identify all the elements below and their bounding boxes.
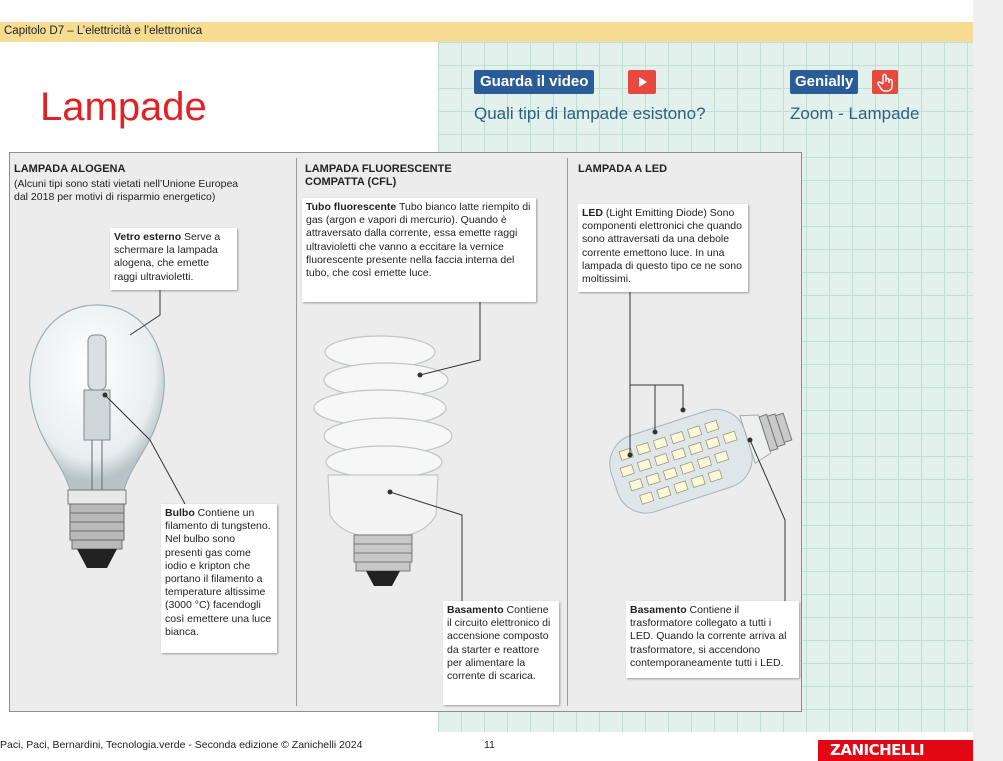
cfl-heading: LAMPADA FLUORESCENTE COMPATTA (CFL) <box>305 163 452 188</box>
chapter-title: Capitolo D7 – L’elettricità e l’elettronica <box>4 25 203 37</box>
callout-bulb <box>161 504 277 653</box>
chapter-header-bar <box>0 22 973 42</box>
page-number: 11 <box>484 739 495 751</box>
cfl-lamp-image <box>308 330 468 590</box>
led-lamp-image <box>600 385 805 525</box>
callout-term: Bulbo <box>165 507 195 519</box>
column-divider <box>567 158 568 706</box>
halogen-lamp-image <box>22 300 172 590</box>
page-margin-strip <box>973 0 1003 761</box>
callout-outer-glass <box>110 228 237 290</box>
video-question-link[interactable]: Quali tipi di lampade esistono? <box>474 104 706 123</box>
callout-led-base <box>626 601 799 678</box>
callout-text: Tubo bianco latte riempito di gas (argon e vapori di mercurio). Quando è attraversato dalla corrente, essa emette raggi ultravioletti che vanno a eccitare la vernice fluorescente presente nella faccia interna del tubo, che così emette luce. <box>306 201 531 280</box>
page-title: Lampade <box>40 85 207 129</box>
callout-term: Vetro esterno <box>114 231 182 243</box>
callout-term: LED <box>582 207 603 219</box>
callout-term: Basamento <box>447 604 504 616</box>
publisher-logo: ZANICHELLI <box>818 740 973 761</box>
callout-text: Contiene il circuito elettronico di accensione composto da starter e reattore per alimentare la corrente di scarica. <box>447 604 551 683</box>
callout-text: Contiene il trasformatore collegato a tutti i LED. Quando la corrente arriva al trasformatore, si accendono contemporaneamente tutti i LED. <box>630 604 787 669</box>
play-icon[interactable] <box>628 70 656 94</box>
callout-text: Serve a schermare la lampada alogena, che emette raggi ultravioletti. <box>114 231 221 283</box>
callout-led <box>578 204 748 292</box>
hand-pointer-icon[interactable] <box>872 70 898 94</box>
callout-fluorescent-tube <box>302 198 536 302</box>
genially-link[interactable]: Zoom - Lampade <box>790 104 920 123</box>
footer-credits: Paci, Paci, Bernardini, Tecnologia.verde - Seconda edizione © Zanichelli 2024 <box>0 739 363 751</box>
genially-button[interactable]: Genially <box>790 70 858 94</box>
column-divider <box>296 158 297 706</box>
led-heading: LAMPADA A LED <box>578 163 668 175</box>
callout-text: (Light Emitting Diode) Sono componenti elettronici che quando sono attraversati da una debole corrente emettono luce. In una lampada di questo tipo ce ne sono moltissimi. <box>582 207 742 286</box>
watch-video-button[interactable]: Guarda il video <box>474 70 594 94</box>
halogen-heading: LAMPADA ALOGENA <box>14 163 126 175</box>
halogen-subtitle: (Alcuni tipi sono stati vietati nell’Unione Europea dal 2018 per motivi di risparmio energetico) <box>14 178 239 203</box>
callout-text: Contiene un filamento di tungsteno. Nel bulbo sono presenti gas come iodio e kripton che portano il filamento a temperature altissime (3000 °C) facendogli così emettere una luce bianca. <box>165 507 272 638</box>
callout-term: Tubo fluorescente <box>306 201 397 213</box>
callout-cfl-base <box>443 601 559 705</box>
callout-term: Basamento <box>630 604 687 616</box>
